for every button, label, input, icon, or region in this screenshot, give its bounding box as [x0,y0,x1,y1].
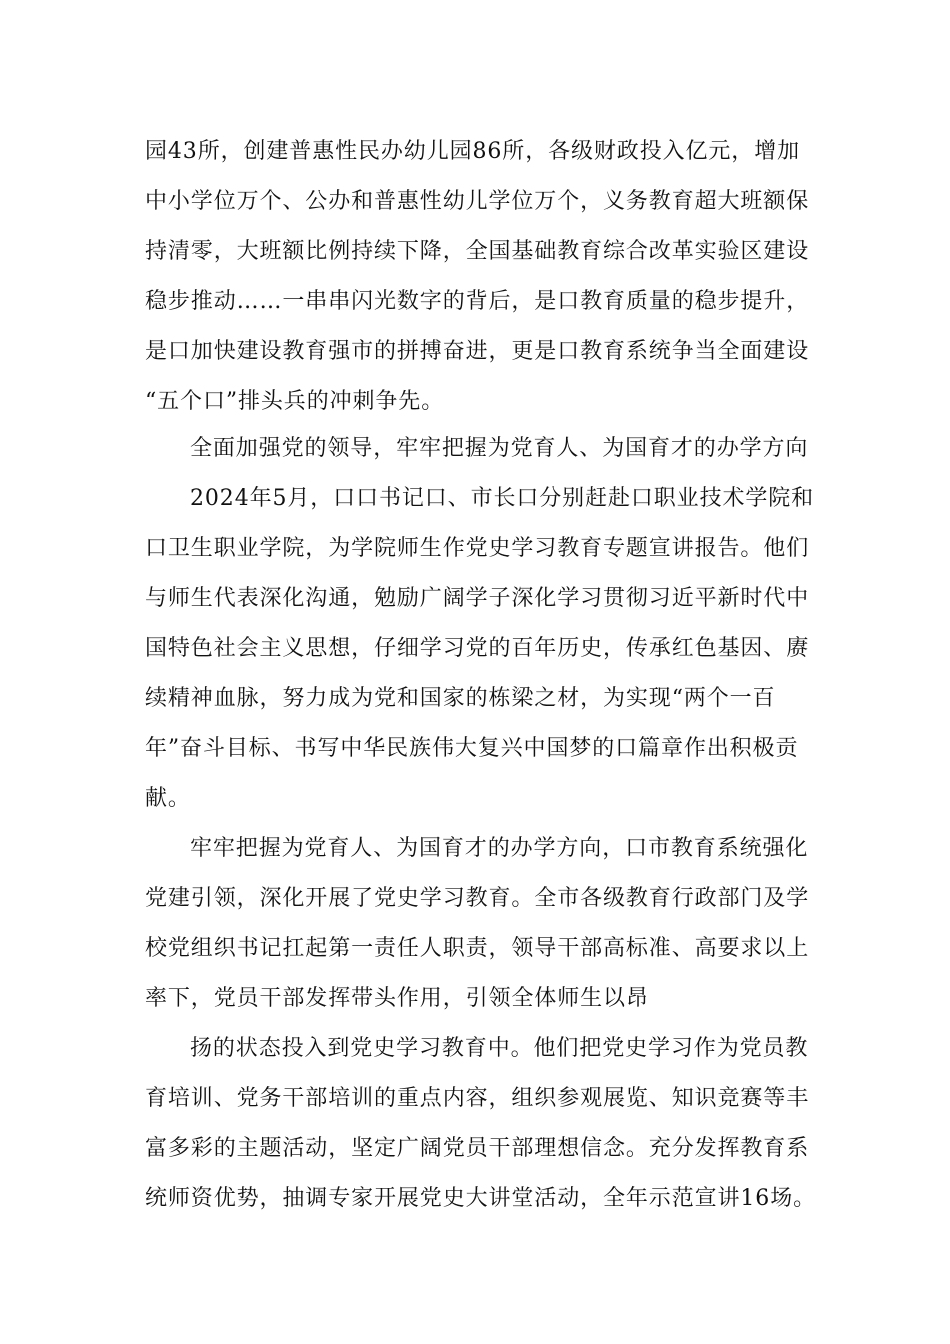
text-line: 持清零，大班额比例持续下降，全国基础教育综合改革实验区建设 [145,239,810,264]
text-line: 是口加快建设教育强市的拼搏奋进，更是口教育系统争当全面建设 [145,339,810,364]
text-line: 率下，党员干部发挥带头作用，引领全体师生以昂 [145,986,649,1011]
text-line: 扬的状态投入到党史学习教育中。他们把党史学习作为党员教 [190,1036,809,1061]
text-line: 校党组织书记扛起第一责任人职责，领导干部高标准、高要求以上 [145,936,810,961]
text-line: 富多彩的主题活动，坚定广阔党员干部理想信念。充分发挥教育系 [145,1136,810,1161]
text-line: 年”奋斗目标、书写中华民族伟大复兴中国梦的口篇章作出积极贡 [145,736,799,761]
text-line: 续精神血脉，努力成为党和国家的栋梁之材，为实现“两个一百 [145,686,776,711]
text-line: 牢牢把握为党育人、为国育才的办学方向，口市教育系统强化 [190,836,809,861]
text-line: 与师生代表深化沟通，勉励广阔学子深化学习贯彻习近平新时代中 [145,586,810,611]
text-line: 育培训、党务干部培训的重点内容，组织参观展览、知识竞赛等丰 [145,1086,810,1111]
text-line: “五个口”排头兵的冲刺争先。 [145,389,445,414]
text-line: 园43所，创建普惠性民办幼儿园86所，各级财政投入亿元，增加 [145,139,800,164]
text-line: 2024年5月，口口书记口、市长口分别赶赴口职业技术学院和 [190,486,815,511]
text-line: 口卫生职业学院，为学院师生作党史学习教育专题宣讲报告。他们 [145,536,810,561]
text-line: 中小学位万个、公办和普惠性幼儿学位万个，义务教育超大班额保 [145,189,810,214]
text-line: 党建引领，深化开展了党史学习教育。全市各级教育行政部门及学 [145,886,810,911]
text-line: 献。 [145,786,191,811]
text-line: 稳步推动……一串串闪光数字的背后，是口教育质量的稳步提升， [145,289,810,314]
section-heading: 全面加强党的领导，牢牢把握为党育人、为国育才的办学方向 [190,436,809,461]
text-line: 统师资优势，抽调专家开展党史大讲堂活动，全年示范宣讲16场。 [145,1186,816,1211]
text-line: 国特色社会主义思想，仔细学习党的百年历史，传承红色基因、赓 [145,636,810,661]
